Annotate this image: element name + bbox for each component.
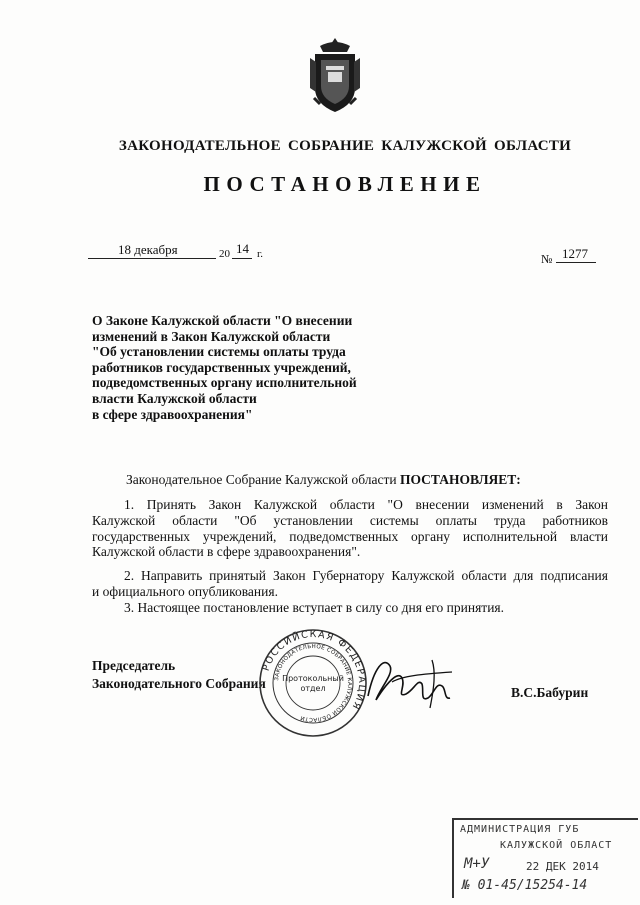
registration-stamp: [452, 818, 638, 898]
preamble-text: Законодательное Собрание Калужской области: [126, 472, 400, 487]
subject-line: работников государственных учреждений,: [92, 359, 351, 375]
official-seal-icon: [258, 628, 368, 738]
clause-1: [92, 497, 608, 560]
organization-title: ЗАКОНОДАТЕЛЬНОЕ СОБРАНИЕ КАЛУЖСКОЙ ОБЛАСТИ: [118, 138, 572, 154]
coat-of-arms-icon: [306, 36, 364, 114]
handwritten-signature-icon: [362, 648, 462, 716]
clause-line: 2. Направить принятый Закон Губернатору Калужской области для подписания: [124, 568, 608, 583]
number-label: №: [541, 252, 553, 266]
stamp-line1: АДМИНИСТРАЦИЯ ГУБ: [460, 824, 580, 835]
document-type: ПОСТАНОВЛЕНИЕ: [203, 172, 487, 196]
clause-3: [92, 600, 608, 616]
seal-center-line2: отдел: [300, 684, 326, 693]
seal-outer-text: РОССИЙСКАЯ ФЕДЕРАЦИЯ: [260, 628, 368, 712]
stamp-line2: КАЛУЖСКОЙ ОБЛАСТ: [500, 840, 613, 851]
stamp-reg-number: № 01-45/15254-14: [462, 878, 588, 893]
date-year-unit: г.: [257, 248, 264, 260]
subject-line: "Об установлении системы оплаты труда: [92, 344, 346, 360]
stamp-initials: М+У: [464, 856, 490, 872]
signatory-name: В.С.Бабурин: [511, 685, 589, 700]
clause-2: [92, 568, 608, 600]
document-number: 1277: [562, 246, 588, 261]
clause-line: Калужской области в сфере здравоохранения".: [92, 544, 361, 560]
number-underline: [556, 262, 596, 263]
subject-line: в сфере здравоохранения": [92, 406, 253, 422]
clause-line: Калужской области "Об установлении системы оплаты труда работников: [92, 512, 608, 528]
signatory-title-line2: Законодательного Собрания: [92, 676, 266, 691]
subject-line: изменений в Закон Калужской области: [92, 328, 331, 344]
signatory-title-line1: Председатель: [92, 658, 176, 673]
date-underline: [88, 258, 216, 259]
subject-line: власти Калужской области: [92, 390, 257, 406]
year-underline: [232, 258, 252, 259]
clause-line: 3. Настоящее постановление вступает в силу со дня его принятия.: [124, 600, 505, 615]
preamble-decree-word: ПОСТАНОВЛЯЕТ:: [400, 472, 521, 487]
clause-line: государственных учреждений, подведомственных органу исполнительной власти: [92, 528, 608, 544]
date-year-prefix: 20: [219, 248, 230, 260]
seal-center-line1: Протокольный: [282, 674, 344, 683]
stamp-date: 22 ДЕК 2014: [526, 860, 599, 873]
subject-line: О Законе Калужской области "О внесении: [92, 313, 353, 328]
clause-line: 1. Принять Закон Калужской области "О внесении изменений в Закон: [124, 497, 608, 512]
seal-inner-text: ЗАКОНОДАТЕЛЬНОЕ СОБРАНИЕ КАЛУЖСКОЙ ОБЛАСТИ: [274, 643, 353, 723]
date-year-suffix: 14: [236, 241, 249, 256]
date-day-month: 18 декабря: [118, 242, 178, 257]
preamble: [126, 472, 521, 488]
document-subject: [92, 313, 392, 422]
clause-line: и официального опубликования.: [92, 583, 278, 599]
subject-line: подведомственных органу исполнительной: [92, 375, 357, 391]
